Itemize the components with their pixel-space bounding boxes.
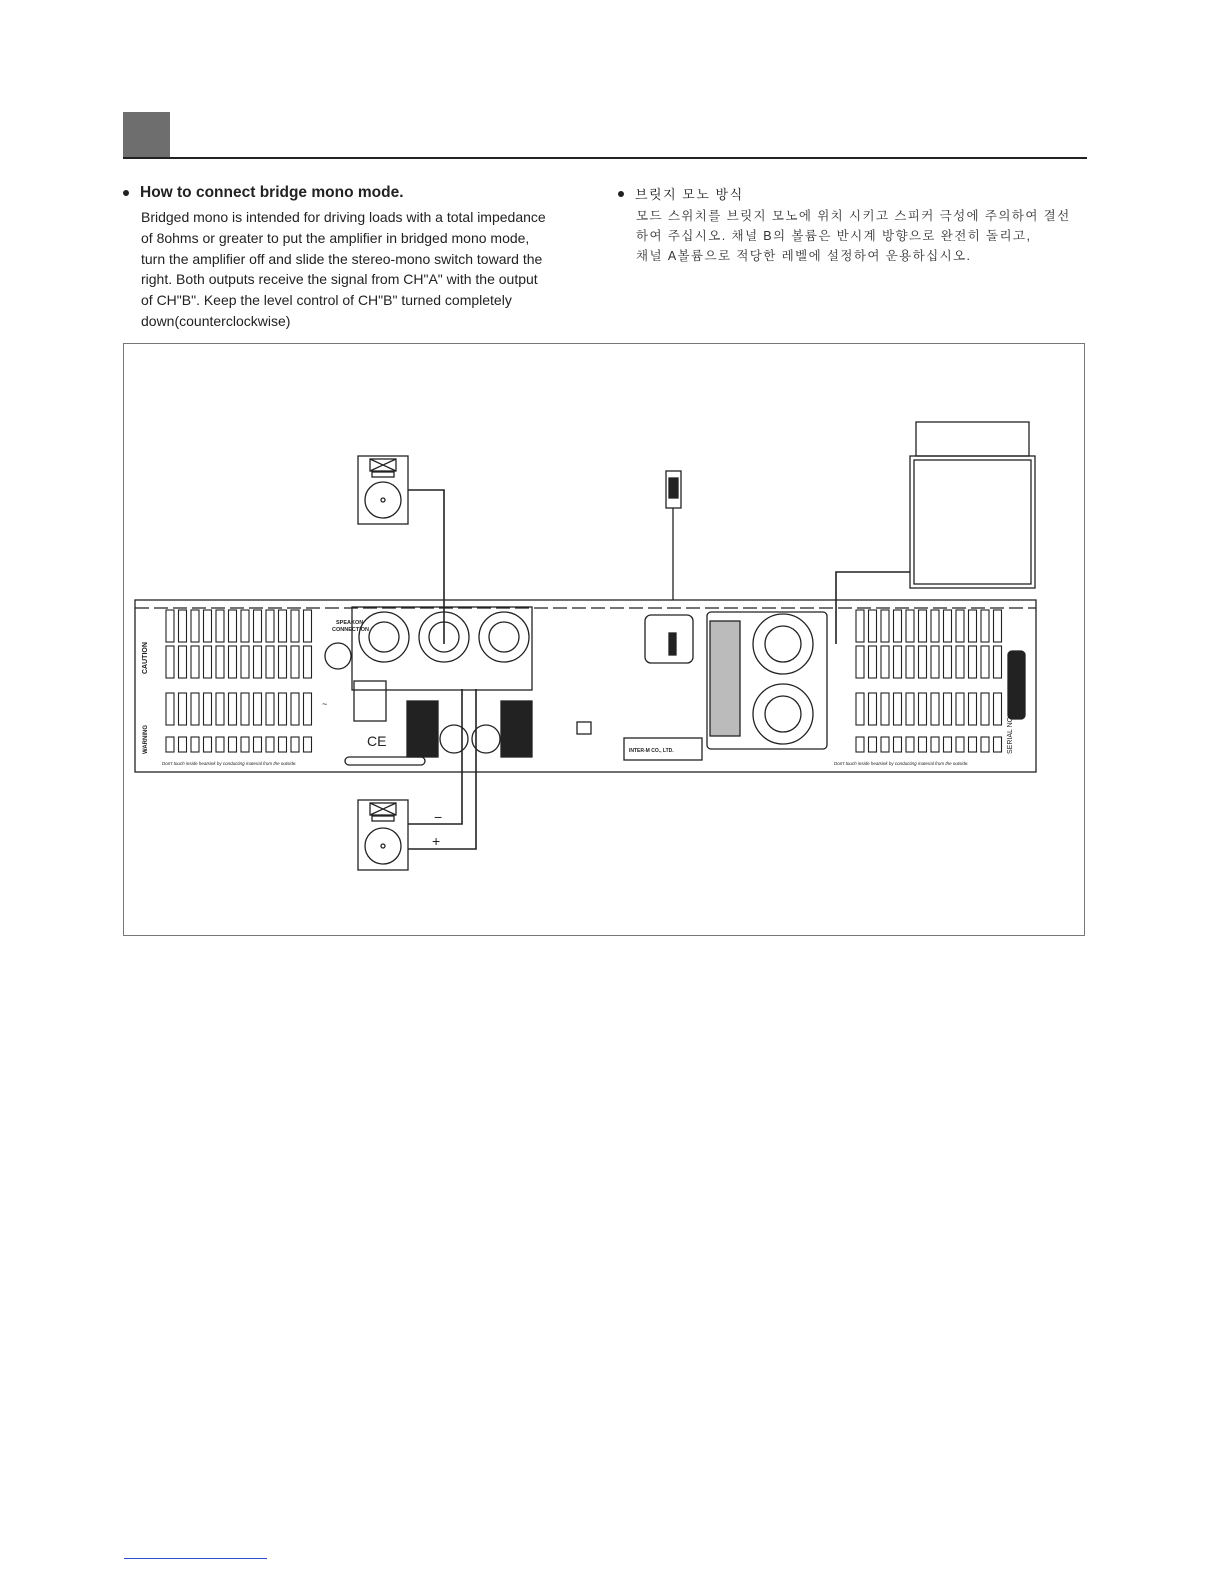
heatsink-note-right: Don't touch inside heatsink by conducting material from the outside.	[834, 761, 969, 766]
korean-line: 모드 스위치를 브릿지 모노에 위치 시키고 스피커 극성에 주의하여 결선	[636, 209, 1071, 223]
header-rule	[123, 157, 1087, 159]
connection-label: CONNECTION	[332, 627, 369, 633]
speaker-top-icon	[358, 456, 408, 524]
amplifier-rear-panel	[135, 600, 1036, 772]
korean-line: 채널 A볼륨으로 적당한 레벨에 설정하여 운용하십시오.	[636, 249, 972, 263]
bullet-icon	[123, 190, 129, 196]
english-line: Bridged mono is intended for driving loads with a total impedance	[141, 209, 546, 225]
speakon-label: SPEAKON	[336, 620, 364, 626]
ce-mark: CE	[367, 733, 387, 749]
warning-label: WARNING	[143, 725, 149, 754]
caution-label: CAUTION	[142, 642, 149, 674]
wiring-diagram	[123, 343, 1085, 936]
english-heading: How to connect bridge mono mode.	[140, 184, 404, 201]
korean-heading: 브릿지 모노 방식	[635, 187, 744, 202]
bullet-icon	[618, 191, 624, 197]
english-column	[123, 184, 593, 332]
english-body	[141, 207, 593, 332]
english-heading-row	[123, 184, 593, 202]
korean-body	[636, 206, 1088, 266]
korean-heading-row	[618, 184, 1088, 203]
minus-label: −	[434, 809, 443, 825]
korean-line: 하여 주십시오. 채널 B의 볼륨은 반시계 방향으로 완전히 돌리고,	[636, 229, 1032, 243]
mixer-console-icon	[910, 422, 1035, 588]
english-line: of 8ohms or greater to put the amplifier in bridged mono mode,	[141, 229, 530, 246]
tilde-label: ~	[322, 699, 328, 709]
maker-label: INTER-M CO., LTD.	[629, 748, 674, 754]
serial-label: SERIAL NO.	[1007, 714, 1014, 754]
section-header-block	[123, 112, 170, 159]
english-line: down(counterclockwise)	[141, 312, 291, 329]
speaker-bottom-icon	[358, 800, 408, 870]
korean-column	[618, 184, 1088, 266]
footer-link-line	[124, 1558, 267, 1559]
english-line: turn the amplifier off and slide the stereo-mono switch toward the	[141, 250, 543, 267]
wiring-diagram-svg	[124, 344, 1086, 937]
english-line: right. Both outputs receive the signal from CH"A" with the output	[141, 271, 538, 288]
english-line: of CH"B". Keep the level control of CH"B" turned completely	[141, 292, 512, 309]
plus-label: +	[432, 833, 441, 849]
heatsink-note-left: Don't touch inside heatsink by conducting material from the outside.	[162, 761, 297, 766]
